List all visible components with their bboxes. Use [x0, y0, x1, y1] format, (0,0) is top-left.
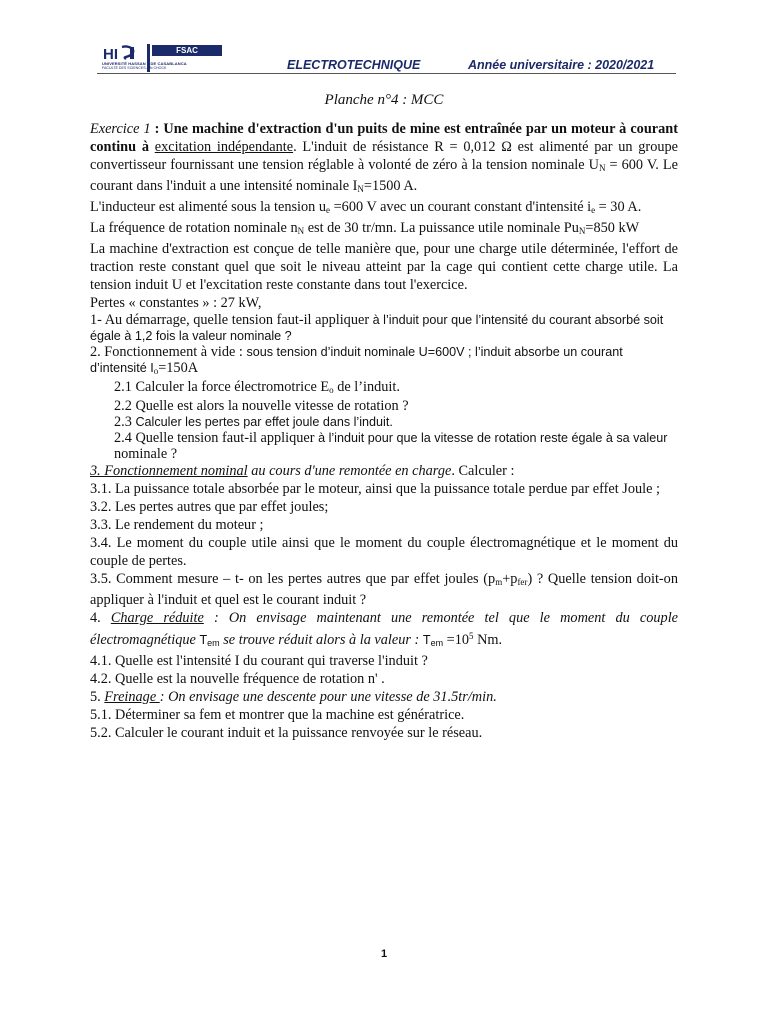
exercise-body: [90, 120, 678, 742]
design-paragraph: La machine d'extraction est conçue de telle manière que, pour une charge utile déterminée, l'effort de traction reste constant quel que soit le niveau atteint par la cage qui contient cette charge utile. La tension induit U et l'excitation reste constante dans tout l'exercice.: [90, 241, 678, 293]
svg-text:HI: HI: [103, 46, 118, 63]
question-3-4: 3.4. Le moment du couple utile ainsi que le moment du couple électromagnétique et le moment du couple de pertes.: [90, 535, 678, 569]
frequency-paragraph: La fréquence de rotation nominale $n_N$ est de 30 tr/mn. La puissance utile nominale $Pu_N=850$ kW: [90, 220, 640, 236]
question-5-2: 5.2. Calculer le courant induit et la puissance renvoyée sur le réseau.: [90, 725, 483, 741]
section-3-heading: 3. Fonctionnement nominal au cours d'une remontée en charge. Calculer :: [90, 463, 515, 479]
question-4-1: 4.1. Quelle est l'intensité I du courant qui traverse l'induit ?: [90, 653, 428, 669]
question-2-3: 2.3 Calculer les pertes par effet joule dans l’induit.: [114, 414, 393, 430]
logo-university-name: UNIVERSITÉ HASSAN II DE CASABLANCA: [102, 61, 187, 66]
question-4-2: 4.2. Quelle est la nouvelle fréquence de rotation n' .: [90, 671, 385, 687]
inductor-paragraph: L'inducteur est alimenté sous la tension $u_e =600$ V avec un courant constant d'intensité $i_e = 30$ A.: [90, 199, 642, 215]
course-name: ELECTROTECHNIQUE: [287, 58, 421, 72]
question-2-2: 2.2 Quelle est alors la nouvelle vitesse de rotation ?: [114, 398, 409, 414]
exercise-label: Exercice 1: [90, 121, 151, 137]
question-3-2: 3.2. Les pertes autres que par effet joules;: [90, 499, 329, 515]
question-2-4: 2.4 Quelle tension faut-il appliquer à l’induit pour que la vitesse de rotation reste égale à sa valeur nominale ?: [114, 430, 668, 462]
header-rule: [97, 73, 676, 74]
constant-losses: Pertes « constantes » : 27 kW,: [90, 295, 262, 311]
university-logo: [100, 44, 222, 72]
section-4-heading: 4. Charge réduite : On envisage maintenant une remontée tel que le moment du couple électromagnétique $T_{em}$ se trouve réduit alors à la valeur : $T_{em} =10^5$ Nm.: [90, 610, 679, 648]
question-2: 2. Fonctionnement à vide : sous tension d’induit nominale U=600V ; l’induit absorbe un courant d’intensité $I_o=150A$: [90, 344, 623, 376]
question-3-3: 3.3. Le rendement du moteur ;: [90, 517, 264, 533]
fsac-badge: FSAC: [152, 45, 222, 56]
logo-faculty-name: FACULTÉ DES SCIENCES AIN CHOCK: [102, 66, 167, 70]
intro-paragraph: Exercice 1 : Une machine d'extraction d'un puits de mine est entraînée par un moteur à courant continu à excitation indépendante. L'induit de résistance R = 0,012 Ω est alimenté par un groupe convertisseur fournissant une tension réglable à volonté de zéro à la tension nominale $U_N = 600$ V. Le courant dans l'induit a une intensité nominale $I_N=1500$ A.: [90, 121, 678, 194]
question-2-1: 2.1 Calculer la force électromotrice $E_o$ de l’induit.: [114, 379, 400, 395]
question-3-1: 3.1. La puissance totale absorbée par le moteur, ainsi que la puissance totale perdue par effet Joule ;: [90, 481, 661, 497]
section-5-heading: 5. Freinage : On envisage une descente pour une vitesse de 31.5tr/min.: [90, 689, 497, 705]
academic-year: Année universitaire : 2020/2021: [468, 58, 655, 72]
page-number: 1: [380, 948, 388, 960]
question-3-5: 3.5. Comment mesure – t- on les pertes autres que par effet joules $(p_m+p_{fer})$ ? Quelle tension doit-on appliquer à l'induit et quel est le courant induit ?: [90, 571, 678, 608]
page-title: Planche n°4 : MCC: [324, 92, 444, 108]
question-5-1: 5.1. Déterminer sa fem et montrer que la machine est génératrice.: [90, 707, 465, 723]
question-1: 1- Au démarrage, quelle tension faut-il appliquer à l’induit pour que l’intensité du courant absorbé soit égale à 1,2 fois la valeur nominale ?: [90, 312, 664, 343]
